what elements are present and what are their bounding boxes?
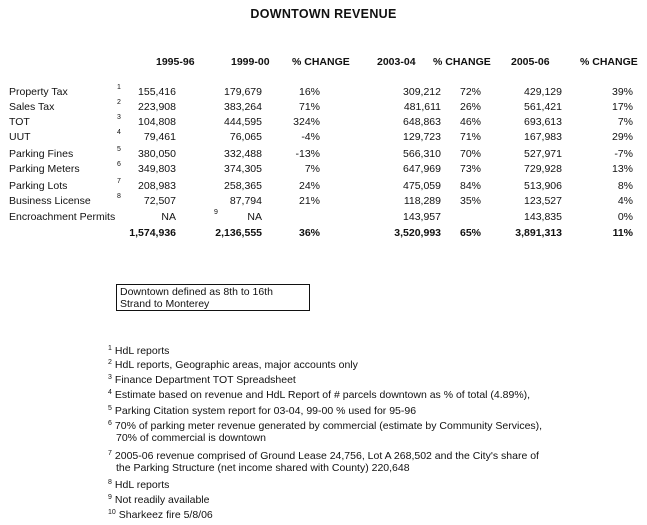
footnote-ref: 3: [117, 114, 121, 121]
table-cell: 87,794: [229, 195, 262, 207]
col-header-pct-change-2: % CHANGE: [433, 56, 491, 68]
footnote-ref: 6: [117, 161, 121, 168]
total-cell: 3,520,993: [394, 227, 441, 239]
table-cell: -4%: [301, 131, 320, 143]
table-cell: 17%: [611, 101, 633, 113]
table-cell: 13%: [611, 163, 633, 175]
footnote-ref: 7: [117, 178, 121, 185]
table-row: [0, 131, 647, 145]
footnote-text: 2005-06 revenue comprised of Ground Lease 24,756, Lot A 268,502 and the City's share of: [114, 450, 539, 462]
table-cell: 84%: [459, 180, 481, 192]
footnote-text: Not readily available: [114, 494, 210, 506]
table-cell: 155,416: [138, 86, 176, 98]
row-label: Parking Fines: [9, 148, 74, 160]
table-cell: NA: [161, 211, 176, 223]
table-cell: 79,461: [143, 131, 176, 143]
footnote-text: HdL reports: [114, 345, 170, 357]
table-cell: 380,050: [138, 148, 176, 160]
footnote-number: 8: [108, 479, 112, 486]
row-label: TOT: [9, 116, 30, 128]
footnote: [108, 372, 628, 386]
footnote-text: Estimate based on revenue and HdL Report of # parcels downtown as % of total (4.89%),: [114, 389, 531, 401]
table-cell: 104,808: [138, 116, 176, 128]
total-cell: 11%: [612, 227, 633, 239]
footnote-text: 70% of commercial is downtown: [116, 432, 266, 444]
table-cell: 527,971: [524, 148, 562, 160]
downtown-definition-box: [116, 284, 310, 311]
row-label: Sales Tax: [9, 101, 55, 113]
table-cell: 223,908: [138, 101, 176, 113]
footnote: [108, 492, 628, 506]
table-cell: 76,065: [229, 131, 262, 143]
table-cell: 143,957: [403, 211, 441, 223]
col-header-1999-00: 1999-00: [231, 56, 270, 68]
footnote-ref: 5: [117, 146, 121, 153]
total-cell: 2,136,555: [215, 227, 262, 239]
table-cell: 429,129: [524, 86, 562, 98]
table-cell: 24%: [298, 180, 320, 192]
table-cell: 208,983: [138, 180, 176, 192]
table-cell: 729,928: [524, 163, 562, 175]
table-row: [0, 116, 647, 130]
table-cell: 70%: [459, 148, 481, 160]
footnote: [108, 403, 628, 417]
box-line: Downtown defined as 8th to 16th: [120, 286, 273, 298]
footnote-ref: 2: [117, 99, 121, 106]
table-cell: 73%: [459, 163, 481, 175]
footnote-number: 10: [108, 509, 116, 516]
total-cell: 65%: [459, 227, 481, 239]
total-cell: 3,891,313: [515, 227, 562, 239]
footnote-text: Sharkeez fire 5/8/06: [118, 509, 213, 521]
col-header-pct-change-3: % CHANGE: [580, 56, 638, 68]
table-row: [0, 101, 647, 115]
footnote-text: Finance Department TOT Spreadsheet: [114, 374, 296, 386]
table-row: [0, 211, 647, 225]
footnote: [108, 343, 628, 357]
table-cell: 258,365: [224, 180, 262, 192]
table-cell: 4%: [617, 195, 633, 207]
footnote-number: 7: [108, 450, 112, 457]
table-cell: 129,723: [403, 131, 441, 143]
table-cell: 29%: [611, 131, 633, 143]
footnote-ref: 4: [117, 129, 121, 136]
table-row: [0, 86, 647, 100]
table-cell: 647,969: [403, 163, 441, 175]
row-label: Property Tax: [9, 86, 68, 98]
table-cell: 21%: [298, 195, 320, 207]
table-cell: 332,488: [224, 148, 262, 160]
row-label: Encroachment Permits: [9, 211, 116, 223]
table-row: [0, 148, 647, 162]
footnote: [108, 387, 628, 401]
footnote-number: 5: [108, 405, 112, 412]
footnote-text: the Parking Structure (net income shared with County) 220,648: [116, 462, 410, 474]
col-header-pct-change-1: % CHANGE: [292, 56, 350, 68]
footnote-text: HdL reports, Geographic areas, major accounts only: [114, 359, 358, 371]
table-cell: 72%: [459, 86, 481, 98]
table-row: [0, 180, 647, 194]
table-cell: 143,835: [524, 211, 562, 223]
footnote-text: Parking Citation system report for 03-04, 99-00 % used for 95-96: [114, 405, 417, 417]
table-cell: 475,059: [403, 180, 441, 192]
footnote-number: 3: [108, 374, 112, 381]
table-cell: 46%: [459, 116, 481, 128]
table-cell: 167,983: [524, 131, 562, 143]
total-cell: 1,574,936: [129, 227, 176, 239]
footnote-text: 70% of parking meter revenue generated by commercial (estimate by Community Services),: [114, 420, 543, 432]
table-cell: 123,527: [524, 195, 562, 207]
footnote-number: 9: [108, 494, 112, 501]
table-cell: 444,595: [224, 116, 262, 128]
footnote: [108, 477, 628, 491]
table-cell: 179,679: [224, 86, 262, 98]
row-label: Business License: [9, 195, 91, 207]
table-cell: -13%: [295, 148, 320, 160]
table-cell: 72,507: [143, 195, 176, 207]
table-cell: 7%: [617, 116, 633, 128]
footnote: [108, 507, 628, 521]
footnote-number: 4: [108, 389, 112, 396]
table-cell: 648,863: [403, 116, 441, 128]
table-cell: 383,264: [224, 101, 262, 113]
footnote-number: 6: [108, 420, 112, 427]
table-cell: 16%: [298, 86, 320, 98]
footnote-ref: 8: [117, 193, 121, 200]
table-cell: 71%: [298, 101, 320, 113]
table-cell: 39%: [611, 86, 633, 98]
table-cell: 481,611: [403, 101, 441, 113]
footnote-number: 2: [108, 359, 112, 366]
table-cell: 309,212: [403, 86, 441, 98]
table-cell: 566,310: [403, 148, 441, 160]
footnote-ref-9: 9: [214, 209, 218, 216]
total-cell: 36%: [298, 227, 320, 239]
page-title: DOWNTOWN REVENUE: [250, 7, 397, 21]
footnote: [108, 357, 628, 371]
footnote-number: 1: [108, 345, 112, 352]
table-cell: 26%: [459, 101, 481, 113]
table-cell: 7%: [304, 163, 320, 175]
table-cell: 118,289: [403, 195, 441, 207]
footnote-ref: 1: [117, 84, 121, 91]
table-cell: 71%: [459, 131, 481, 143]
footnote: [108, 448, 628, 474]
table-cell: -7%: [614, 148, 633, 160]
footnote: [108, 418, 628, 444]
table-cell: 324%: [293, 116, 320, 128]
col-header-2003-04: 2003-04: [377, 56, 416, 68]
table-row: [0, 163, 647, 177]
totals-row: [0, 227, 647, 241]
table-cell: 693,613: [524, 116, 562, 128]
table-cell: NA: [247, 211, 262, 223]
box-line: Strand to Monterey: [120, 298, 210, 310]
row-label: Parking Meters: [9, 163, 80, 175]
table-cell: 35%: [459, 195, 481, 207]
table-cell: 0%: [617, 211, 633, 223]
col-header-1995-96: 1995-96: [156, 56, 195, 68]
row-label: UUT: [9, 131, 31, 143]
table-cell: 349,803: [138, 163, 176, 175]
table-cell: 8%: [617, 180, 633, 192]
row-label: Parking Lots: [9, 180, 68, 192]
footnote-text: HdL reports: [114, 479, 170, 491]
table-cell: 561,421: [524, 101, 562, 113]
col-header-2005-06: 2005-06: [511, 56, 550, 68]
table-cell: 374,305: [224, 163, 262, 175]
table-cell: 513,906: [524, 180, 562, 192]
table-row: [0, 195, 647, 209]
